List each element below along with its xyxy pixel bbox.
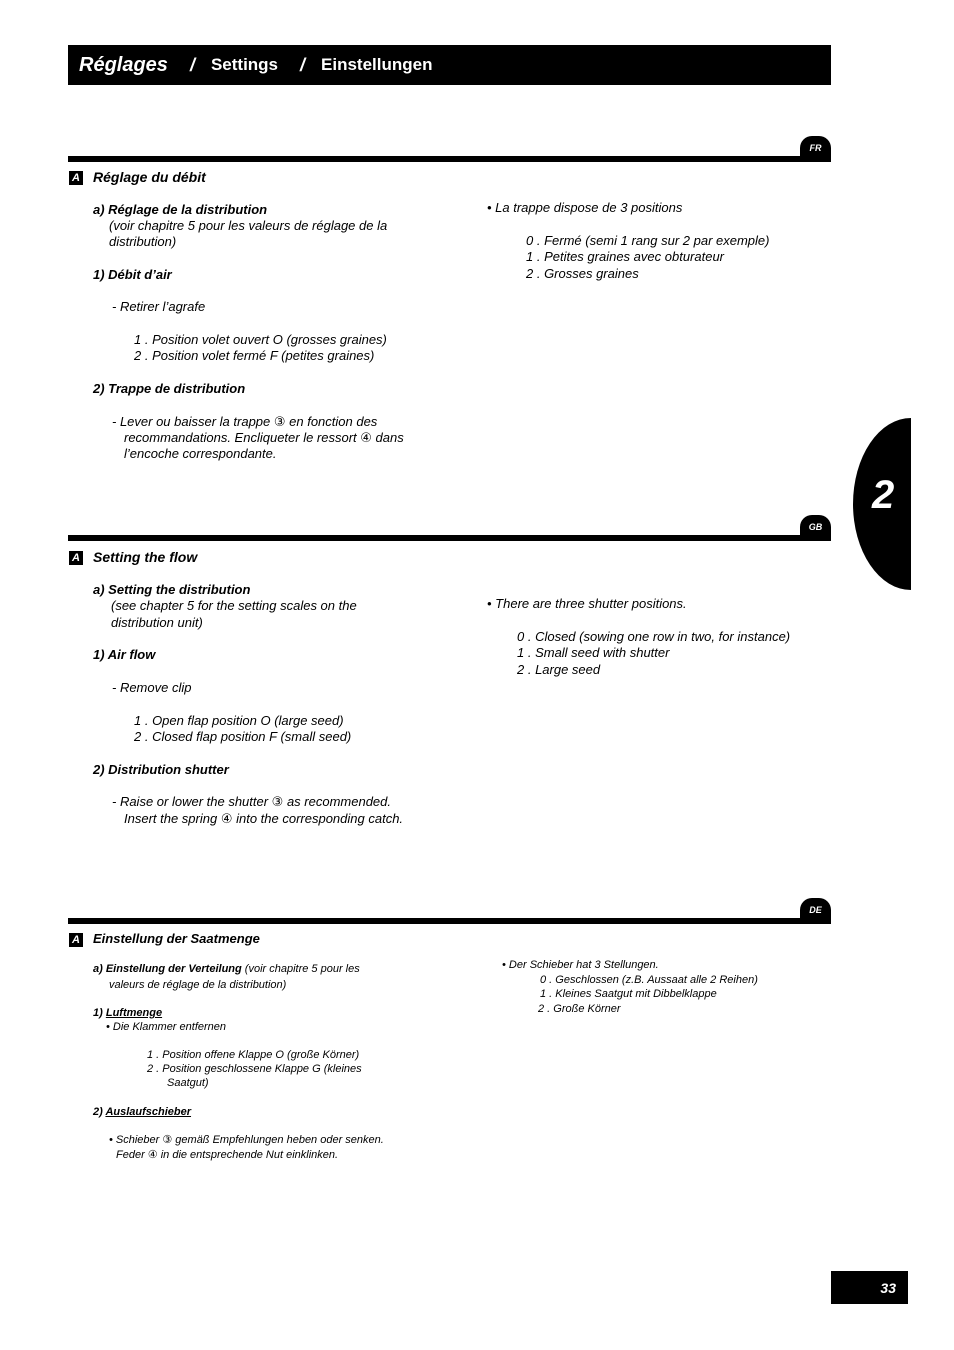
section-rule — [68, 918, 831, 924]
step-heading — [93, 1006, 162, 1021]
bullet-text: • La trappe dispose de 3 positions — [487, 200, 683, 215]
step-text: Insert the spring ④ into the corresponding catch. — [124, 811, 404, 826]
list-item: 2 . Grosses graines — [526, 266, 639, 281]
section-letter-box: A — [69, 551, 83, 565]
header-separator: / — [189, 54, 195, 75]
step-heading-label: Luftmenge — [105, 1007, 163, 1019]
step-text: - Remove clip — [112, 680, 192, 695]
section-letter-box: A — [69, 933, 83, 947]
chapter-number: 2 — [872, 473, 895, 517]
list-item: 1 . Position offene Klappe O (große Körner) — [147, 1049, 360, 1061]
list-item: 2 . Large seed — [517, 662, 601, 677]
step-text: - Lever ou baisser la trappe ③ en fonction des — [112, 414, 378, 429]
section-letter-box: A — [69, 171, 83, 185]
subsection-heading-label: a) Einstellung der Verteilung — [93, 963, 242, 975]
list-item: 0 . Geschlossen (z.B. Aussaat alle 2 Reihen) — [540, 974, 758, 986]
step-heading: 1) Débit d’air — [93, 267, 172, 282]
step-text: - Raise or lower the shutter ③ as recommended. — [112, 794, 391, 809]
note-text: distribution unit) — [111, 615, 203, 630]
header-title-de: Einstellungen — [321, 55, 433, 74]
subsection-heading — [93, 962, 360, 977]
list-item: 1 . Open flap position O (large seed) — [134, 713, 344, 728]
header-title-gb: Settings — [210, 55, 279, 74]
header-separator: / — [300, 54, 306, 75]
list-item: 1 . Petites graines avec obturateur — [526, 249, 725, 264]
language-tab-de: DE — [800, 898, 831, 922]
subsection-heading: a) Réglage de la distribution — [93, 202, 268, 217]
section-rule — [68, 156, 831, 162]
header-bar — [68, 45, 831, 85]
step-text: Feder ④ in die entsprechende Nut einklinken. — [116, 1149, 339, 1161]
list-item: 2 . Position volet fermé F (petites graines) — [134, 348, 375, 363]
step-text: • Schieber ③ gemäß Empfehlungen heben oder senken. — [109, 1134, 384, 1146]
section-title: Einstellung der Saatmenge — [93, 931, 260, 946]
section-title: Réglage du débit — [93, 169, 206, 185]
step-number: 2) — [93, 1106, 106, 1118]
note-text: (voir chapitre 5 pour les valeurs de réglage de la — [109, 218, 388, 233]
header-title-fr: Réglages — [79, 53, 168, 76]
note-text: distribution) — [109, 234, 177, 249]
list-item: Saatgut) — [167, 1077, 209, 1089]
list-item: 2 . Große Körner — [538, 1003, 621, 1015]
note-text: (see chapter 5 for the setting scales on the — [111, 598, 357, 613]
language-tab-gb: GB — [800, 515, 831, 539]
step-heading — [93, 1105, 191, 1120]
note-text: valeurs de réglage de la distribution) — [109, 979, 287, 991]
section-rule — [68, 535, 831, 541]
step-heading-label: Auslaufschieber — [105, 1106, 192, 1118]
list-item: 1 . Kleines Saatgut mit Dibbelklappe — [540, 988, 717, 1000]
section-title: Setting the flow — [93, 549, 198, 565]
page-number: 33 — [831, 1271, 908, 1304]
list-item: 2 . Closed flap position F (small seed) — [134, 729, 352, 744]
list-item: 1 . Small seed with shutter — [517, 645, 670, 660]
step-text: l’encoche correspondante. — [124, 446, 277, 461]
step-text: recommandations. Encliqueter le ressort ④ dans — [124, 430, 404, 445]
list-item: 0 . Fermé (semi 1 rang sur 2 par exemple) — [526, 233, 770, 248]
step-text: - Retirer l’agrafe — [112, 299, 206, 314]
bullet-text: • Der Schieber hat 3 Stellungen. — [502, 959, 659, 971]
list-item: 2 . Position geschlossene Klappe G (kleines — [147, 1063, 362, 1075]
step-heading: 2) Trappe de distribution — [93, 381, 246, 396]
step-heading: 1) Air flow — [93, 647, 156, 662]
step-number: 1) — [93, 1007, 106, 1019]
language-tab-fr: FR — [800, 136, 831, 160]
list-item: 1 . Position volet ouvert O (grosses graines) — [134, 332, 387, 347]
subsection-heading: a) Setting the distribution — [93, 582, 251, 597]
step-heading: 2) Distribution shutter — [93, 762, 229, 777]
step-text: • Die Klammer entfernen — [106, 1021, 227, 1033]
bullet-text: • There are three shutter positions. — [487, 596, 687, 611]
note-text: (voir chapitre 5 pour les — [241, 963, 360, 975]
list-item: 0 . Closed (sowing one row in two, for instance) — [517, 629, 791, 644]
